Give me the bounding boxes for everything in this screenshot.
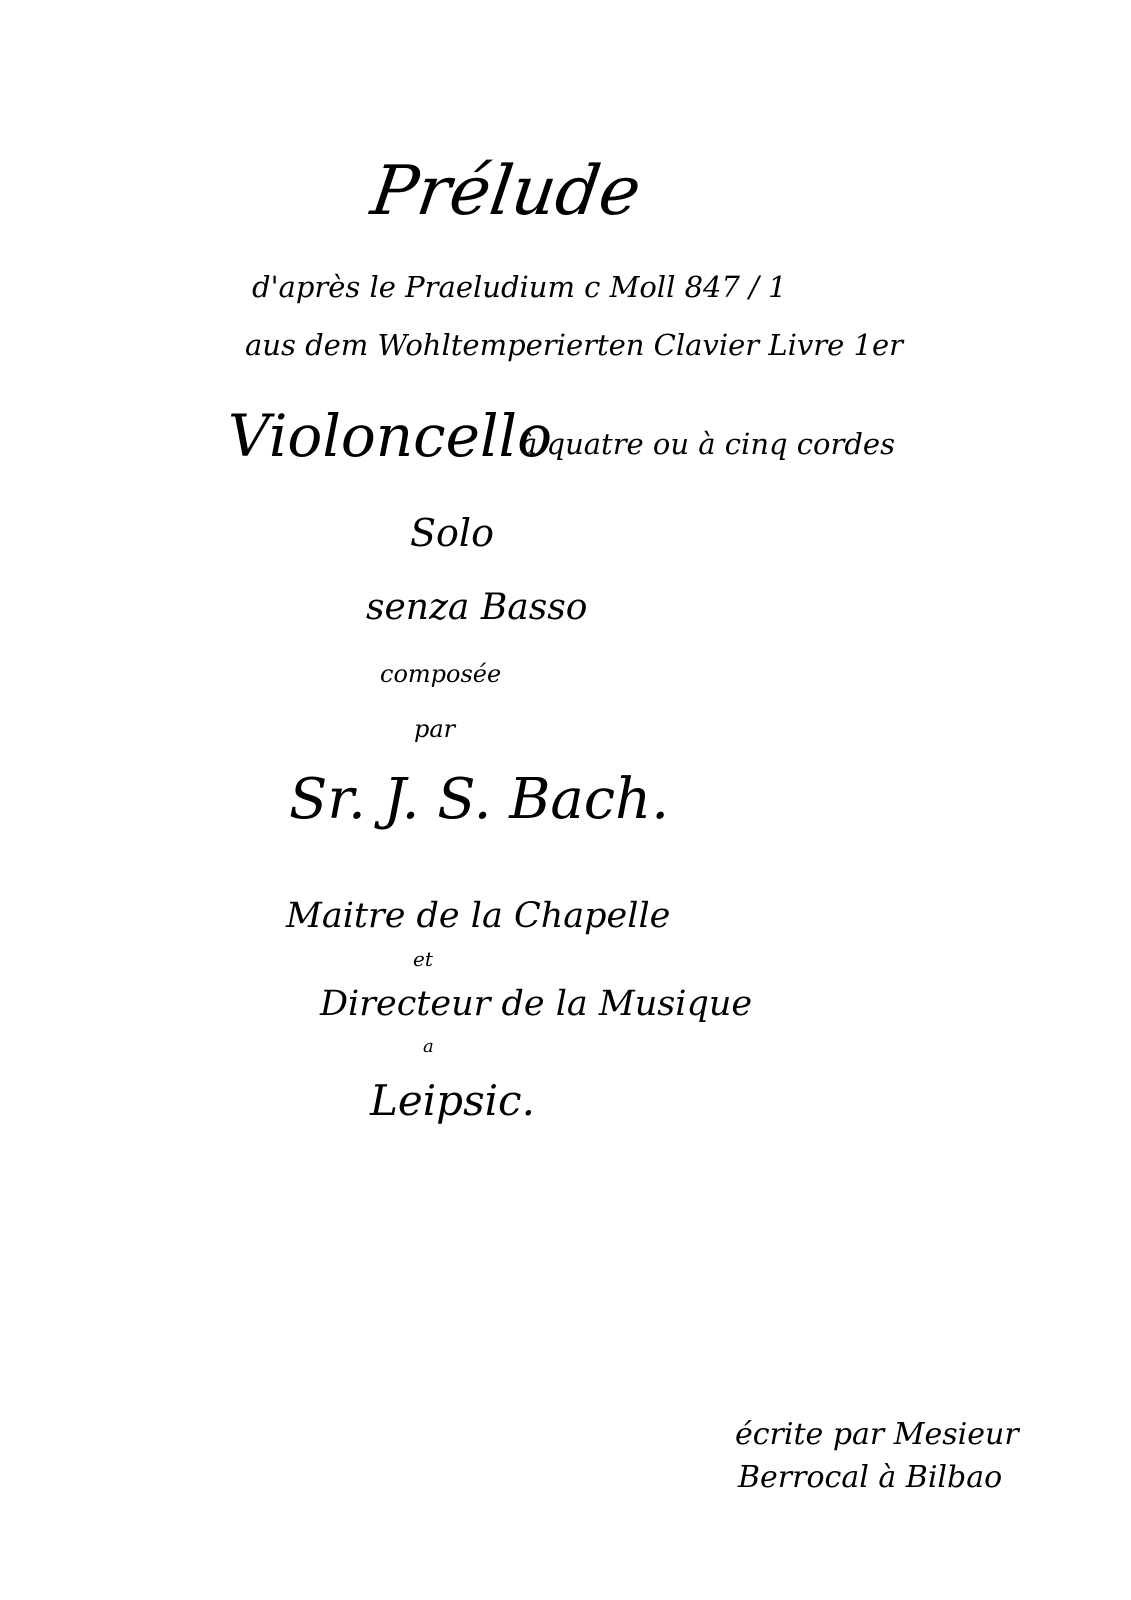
instrument-strings: à quatre ou à cinq cordes	[520, 427, 895, 461]
conjunction-et: et	[413, 947, 433, 971]
composer-role-chapel: Maitre de la Chapelle	[286, 896, 671, 936]
composee-label: composée	[380, 660, 502, 688]
senza-basso-label: senza Basso	[366, 587, 588, 628]
page-title: Prélude	[366, 152, 646, 231]
solo-label: Solo	[410, 511, 494, 555]
preposition-a: a	[423, 1036, 434, 1057]
composer-name: Sr. J. S. Bach.	[289, 767, 670, 832]
instrument-name: Violoncello	[228, 402, 552, 470]
scribe-credit-line-2: Berrocal à Bilbao	[738, 1460, 1003, 1495]
subtitle-collection-line: aus dem Wohltemperierten Clavier Livre 1er	[245, 328, 903, 362]
par-label: par	[414, 715, 456, 743]
subtitle-source-line: d'après le Praeludium c Moll 847 / 1	[252, 270, 787, 304]
city-name: Leipsic.	[370, 1076, 535, 1125]
scribe-credit-line-1: écrite par Mesieur	[735, 1417, 1019, 1452]
composer-role-music: Directeur de la Musique	[320, 984, 753, 1024]
